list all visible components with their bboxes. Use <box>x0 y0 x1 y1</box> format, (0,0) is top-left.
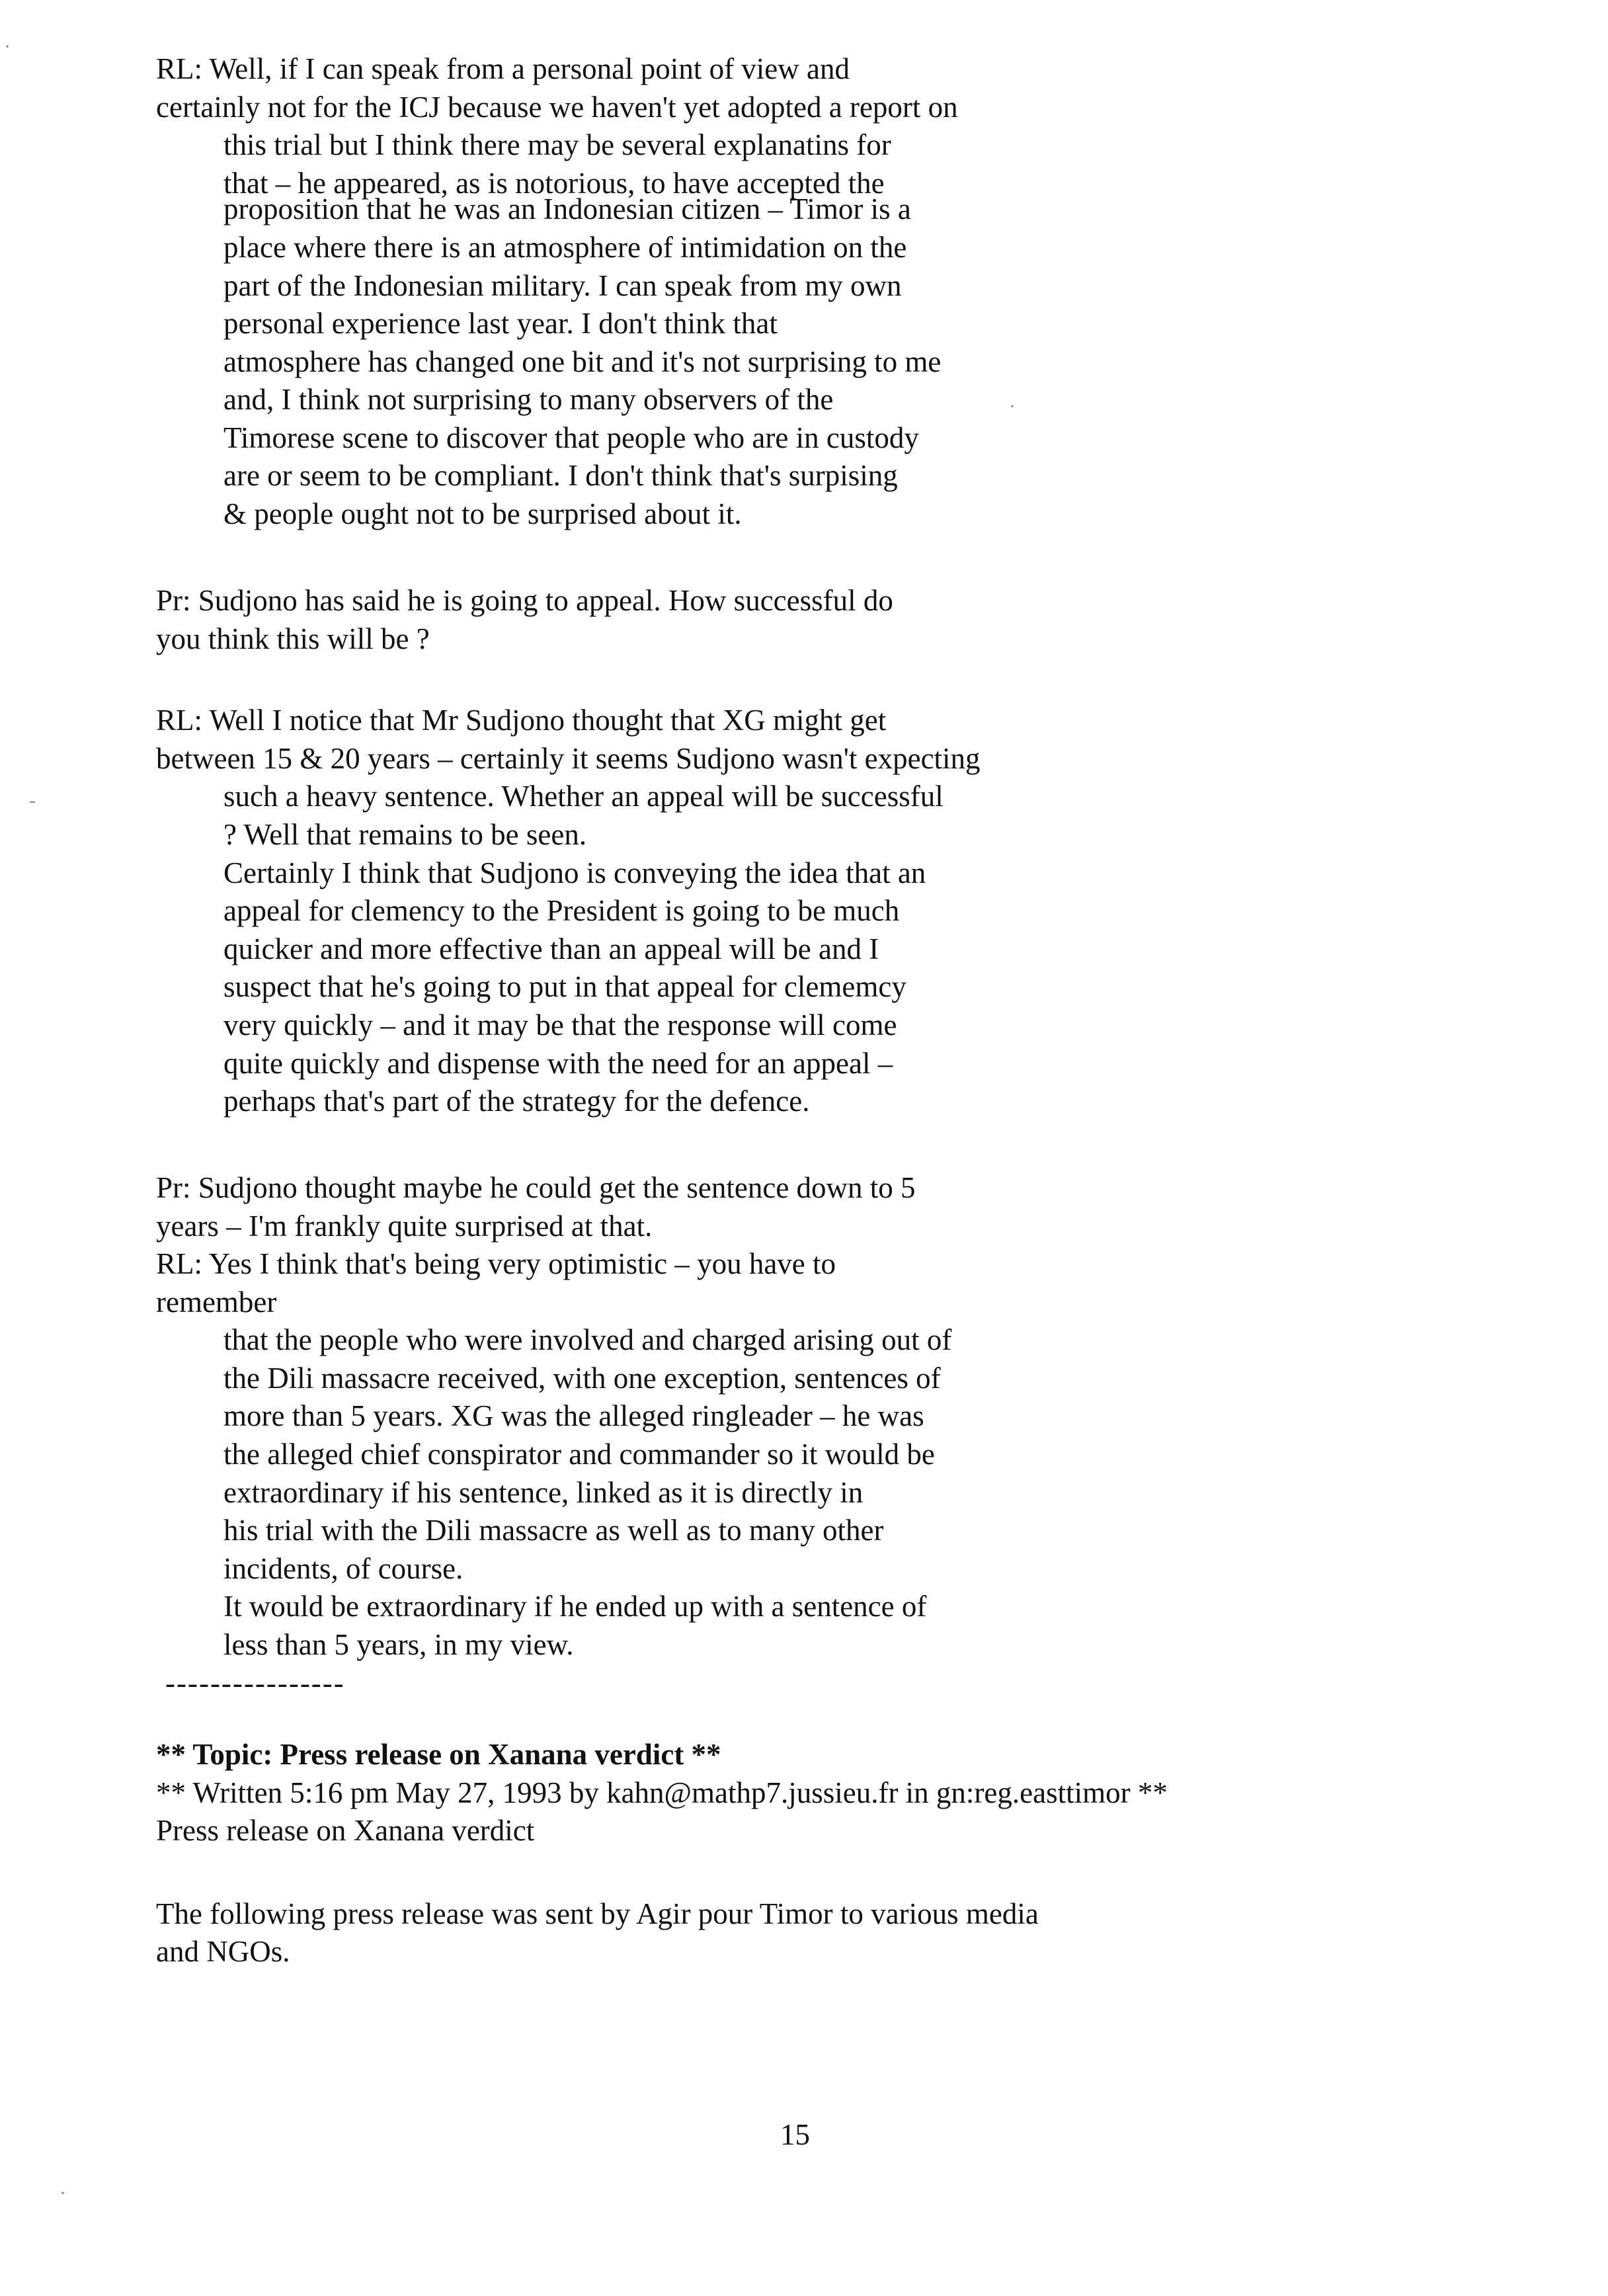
scan-speck-mark: · <box>4 36 11 58</box>
text-line: between 15 & 20 years – certainly it seems Sudjono wasn't expecting <box>156 742 981 775</box>
written-line: ** Written 5:16 pm May 27, 1993 by kahn@mathp7.jussieu.fr in gn:reg.easttimor ** <box>156 1776 1168 1809</box>
text-line: his trial with the Dili massacre as well as to many other <box>223 1514 884 1547</box>
text-line: the alleged chief conspirator and commander so it would be <box>223 1438 935 1471</box>
scan-speck-mark: ‐ <box>29 790 36 811</box>
text-line: & people ought not to be surprised about it. <box>223 497 742 530</box>
text-line: years – I'm frankly quite surprised at that. <box>156 1210 653 1243</box>
text-line: more than 5 years. XG was the alleged ringleader – he was <box>223 1399 924 1432</box>
text-line: Pr: Sudjono has said he is going to appeal. How successful do <box>156 584 893 617</box>
text-line: Timorese scene to discover that people who are in custody <box>223 421 919 454</box>
scan-speck-mark: · <box>1009 395 1016 417</box>
text-line: less than 5 years, in my view. <box>223 1628 574 1661</box>
text-line: that – he appeared, as is notorious, to have accepted the <box>223 167 885 200</box>
text-line: suspect that he's going to put in that appeal for clememcy <box>223 970 906 1003</box>
text-line: you think this will be ? <box>156 622 430 655</box>
text-line: appeal for clemency to the President is going to be much <box>223 894 900 927</box>
text-line: quicker and more effective than an appeal will be and I <box>223 932 879 965</box>
text-line: Certainly I think that Sudjono is conveying the idea that an <box>223 856 926 889</box>
text-line: that the people who were involved and charged arising out of <box>223 1323 952 1356</box>
text-line: RL: Well, if I can speak from a personal point of view and <box>156 52 850 85</box>
text-line: RL: Well I notice that Mr Sudjono thought that XG might get <box>156 704 887 737</box>
text-line: and NGOs. <box>156 1935 290 1968</box>
text-line: personal experience last year. I don't think that <box>223 307 778 340</box>
text-line: and, I think not surprising to many observers of the <box>223 383 834 416</box>
text-line: quite quickly and dispense with the need for an appeal – <box>223 1047 893 1080</box>
text-line: incidents, of course. <box>223 1552 463 1585</box>
text-line: perhaps that's part of the strategy for the defence. <box>223 1085 810 1118</box>
text-line: this trial but I think there may be several explanatins for <box>223 128 891 161</box>
text-line: very quickly – and it may be that the response will come <box>223 1008 897 1042</box>
page-number: 15 <box>780 2118 810 2151</box>
text-line: atmosphere has changed one bit and it's not surprising to me <box>223 345 942 378</box>
divider-line: ---------------- <box>165 1666 345 1700</box>
text-line: RL: Yes I think that's being very optimistic – you have to <box>156 1247 836 1280</box>
text-line: place where there is an atmosphere of intimidation on the <box>223 231 907 264</box>
scan-speck-mark: · <box>60 2182 66 2204</box>
text-line: are or seem to be compliant. I don't think that's surpising <box>223 459 898 492</box>
text-line: The following press release was sent by Agir pour Timor to various media <box>156 1897 1039 1930</box>
text-line: It would be extraordinary if he ended up with a sentence of <box>223 1590 927 1623</box>
text-line: certainly not for the ICJ because we haven't yet adopted a report on <box>156 91 958 124</box>
text-line: such a heavy sentence. Whether an appeal will be successful <box>223 780 944 813</box>
text-line: extraordinary if his sentence, linked as it is directly in <box>223 1476 864 1509</box>
text-line: remember <box>156 1286 277 1319</box>
text-line: proposition that he was an Indonesian citizen – Timor is a <box>223 192 911 226</box>
text-line: ? Well that remains to be seen. <box>223 818 587 851</box>
topic-heading: ** Topic: Press release on Xanana verdict ** <box>156 1738 721 1771</box>
text-line: part of the Indonesian military. I can speak from my own <box>223 269 902 302</box>
text-line: Pr: Sudjono thought maybe he could get the sentence down to 5 <box>156 1171 916 1204</box>
topic-subject: Press release on Xanana verdict <box>156 1814 535 1847</box>
text-line: the Dili massacre received, with one exception, sentences of <box>223 1362 941 1395</box>
